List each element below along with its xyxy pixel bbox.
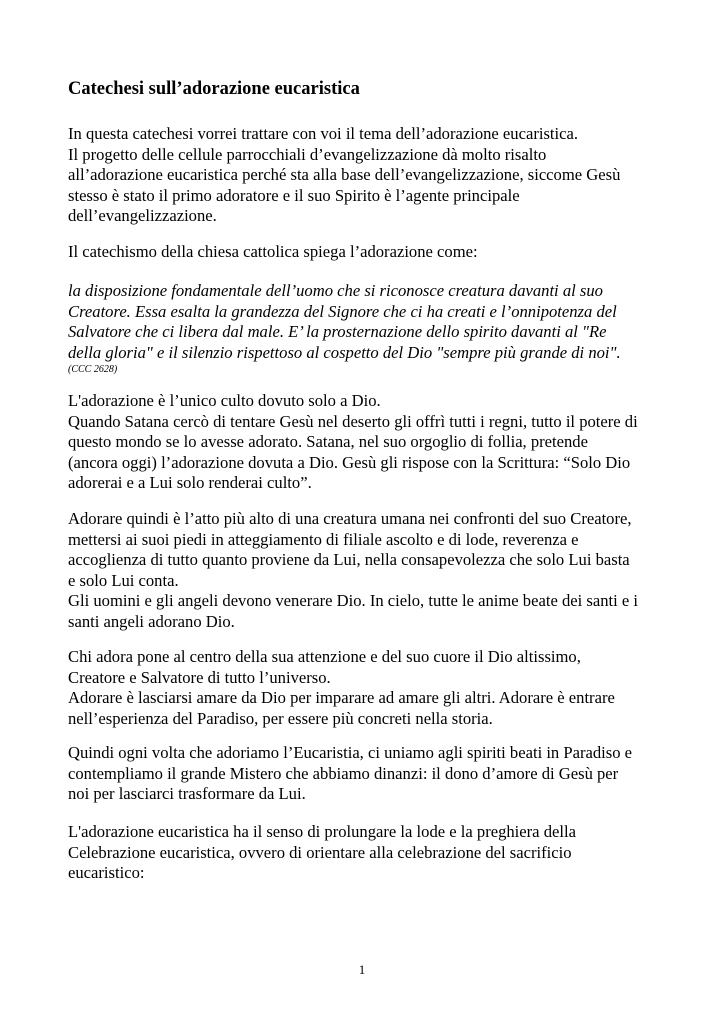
text-line: Celebrazione eucaristica, ovvero di orientare alla celebrazione del sacrificio (68, 842, 572, 862)
quote-line: la disposizione fondamentale dell’uomo che si riconosce creatura davanti al suo (68, 281, 603, 300)
paragraph-catechism-quote (68, 281, 668, 376)
paragraph-adorare (68, 509, 668, 632)
text-line: all’adorazione eucaristica perché sta alla base dell’evangelizzazione, siccome Gesù (68, 165, 621, 184)
paragraph-chi-adora (68, 647, 668, 729)
text-line: Quindi ogni volta che adoriamo l’Eucaristia, ci uniamo agli spiriti beati in Paradiso e (68, 743, 633, 762)
text-line: (ancora oggi) l’adorazione dovuta a Dio. Gesù gli rispose con la Scrittura: “Solo Dio (68, 452, 631, 472)
text-line: noi per lasciarci trasformare da Lui. (68, 784, 306, 803)
text-line: dell’evangelizzazione. (68, 206, 217, 225)
quote-line: Creatore. Essa esalta la grandezza del Signore che ci ha creati e l’onnipotenza del (68, 301, 617, 321)
text-line: Adorare è lasciarsi amare da Dio per imparare ad amare gli altri. Adorare è entrare (68, 688, 615, 707)
text-line: questo mondo se lo avesse adorato. Satana, nel suo orgoglio di follia, pretende (68, 432, 588, 451)
paragraph-eucaristia (68, 743, 668, 805)
text-line: Creatore e Salvatore di tutto l’universo. (68, 667, 331, 687)
text-line: Adorare quindi è l’atto più alto di una creatura umana nei confronti del suo Creatore, (68, 509, 632, 528)
text-line: accoglienza di tutto quanto proviene da Lui, nella consapevolezza che solo Lui basta (68, 550, 630, 569)
text-line: e solo Lui conta. (68, 570, 179, 590)
text-line: nell’esperienza del Paradiso, per essere più concreti nella storia. (68, 708, 493, 728)
text-line: Chi adora pone al centro della sua attenzione e del suo cuore il Dio altissimo, (68, 647, 581, 666)
text-line: Il progetto delle cellule parrocchiali d’evangelizzazione dà molto risalto (68, 144, 547, 164)
text-line: Il catechismo della chiesa cattolica spiega l’adorazione come: (68, 242, 478, 261)
page-number: 1 (358, 962, 366, 977)
text-line: stesso è stato il primo adoratore e il suo Spirito è l’agente principale (68, 185, 520, 205)
paragraph-intro (68, 124, 668, 227)
quote-line: Salvatore che ci libera dal male. E’ la prosternazione dello spirito davanti al "Re (68, 322, 607, 341)
text-line: eucaristico: (68, 863, 145, 882)
text-line: mettersi ai suoi piedi in atteggiamento di filiale ascolto e di lode, reverenza e (68, 529, 579, 549)
text-line: In questa catechesi vorrei trattare con voi il tema dell’adorazione eucaristica. (68, 124, 579, 143)
text-line: santi angeli adorano Dio. (68, 611, 235, 631)
text-line: adorerai e a Lui solo renderai culto”. (68, 473, 312, 492)
text-line: L'adorazione eucaristica ha il senso di prolungare la lode e la preghiera della (68, 822, 576, 841)
text-line: Gli uomini e gli angeli devono venerare Dio. In cielo, tutte le anime beate dei santi e i (68, 591, 638, 610)
quote-citation: (CCC 2628) (68, 364, 118, 375)
text-line: contempliamo il grande Mistero che abbiamo dinanzi: il dono d’amore di Gesù per (68, 763, 619, 783)
document-title: Catechesi sull’adorazione eucaristica (68, 79, 360, 99)
quote-line: della gloria" e il silenzio rispettoso al cospetto del Dio "sempre più grande di noi". (68, 342, 621, 362)
paragraph-catechism-intro (68, 242, 668, 263)
text-line: L'adorazione è l’unico culto dovuto solo a Dio. (68, 391, 381, 410)
text-line: Quando Satana cercò di tentare Gesù nel deserto gli offrì tutti i regni, tutto il potere di (68, 411, 638, 431)
paragraph-worship (68, 391, 668, 494)
paragraph-adorazione-senso (68, 822, 668, 884)
